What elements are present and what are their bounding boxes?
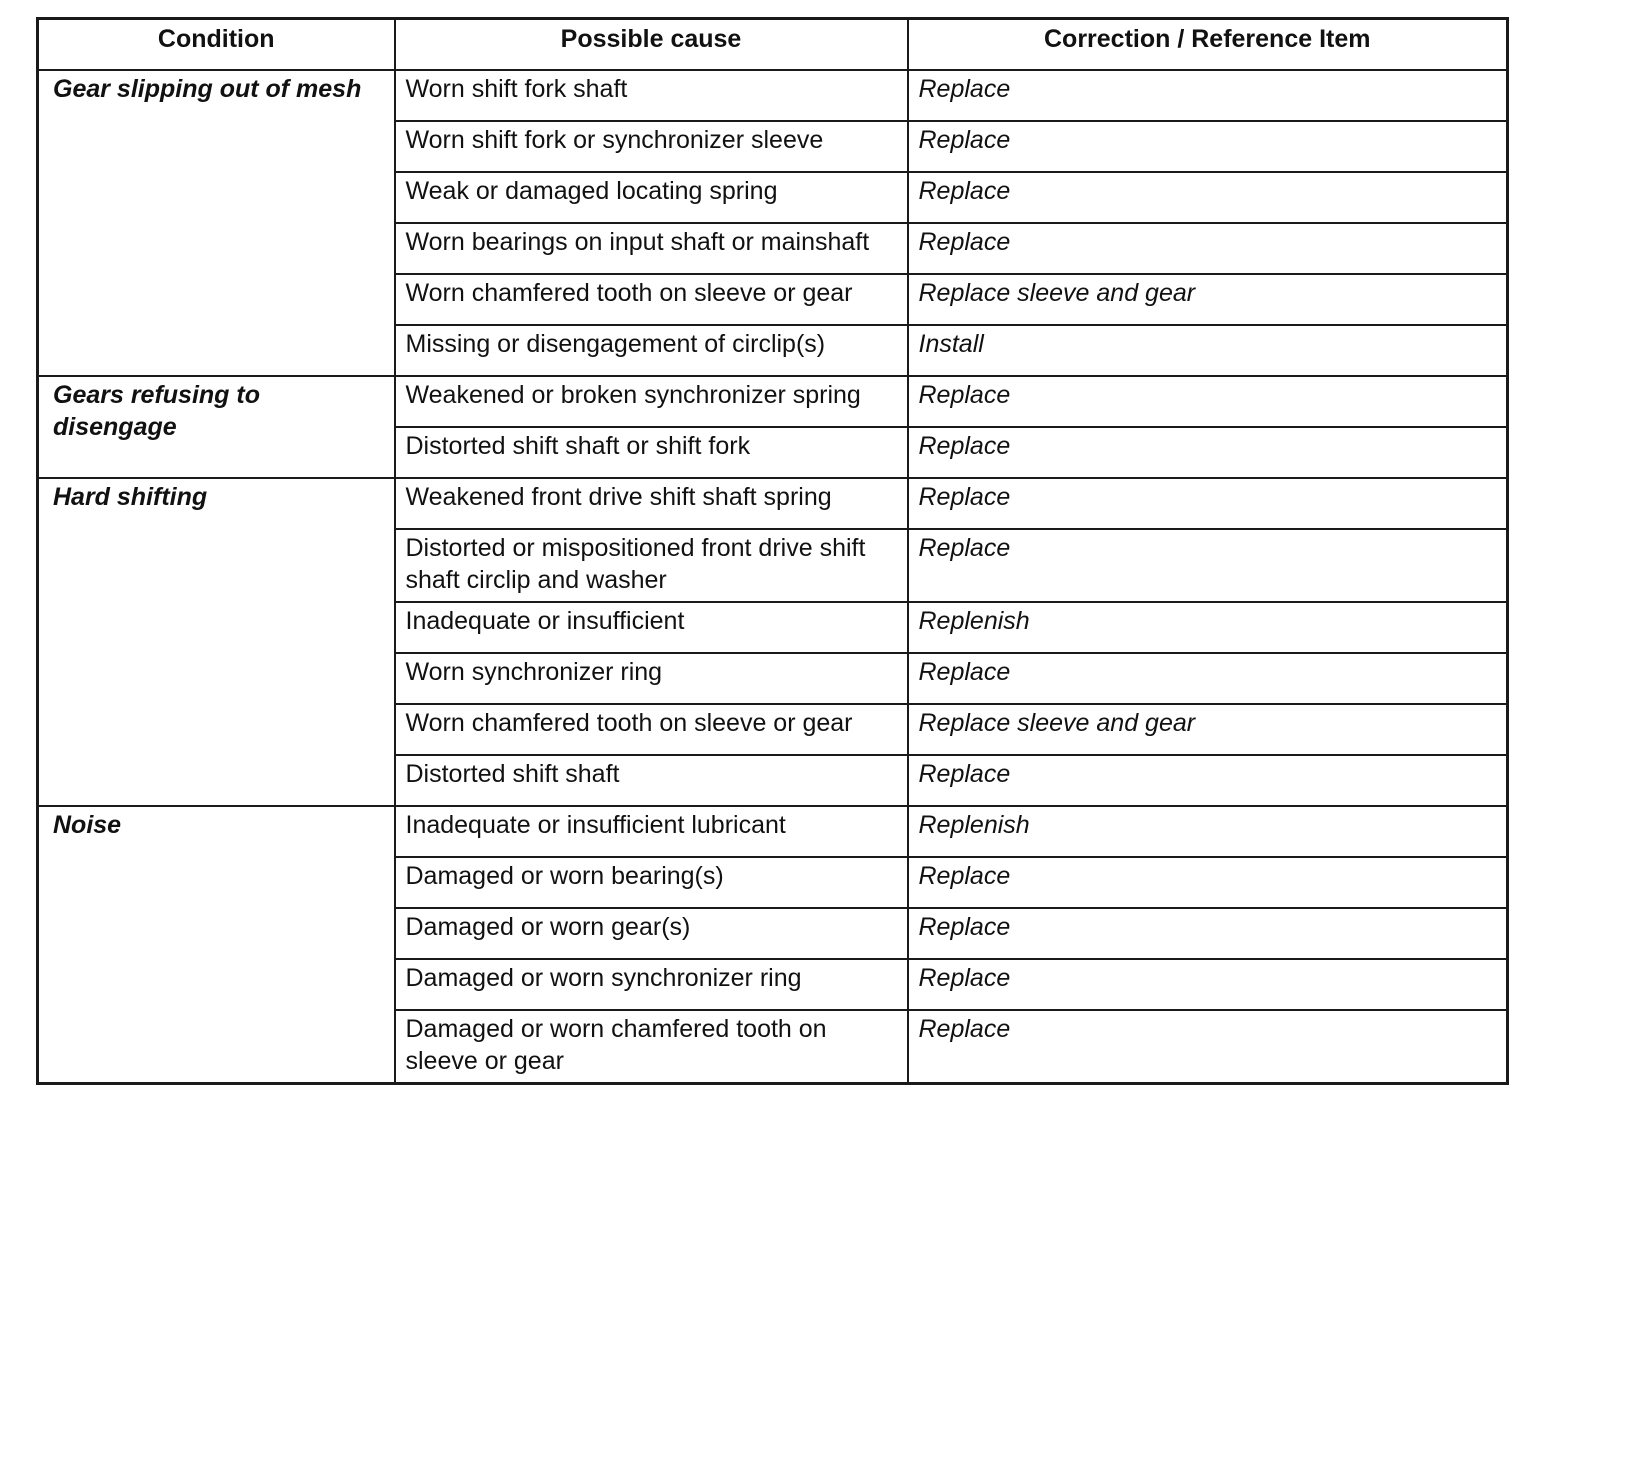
table-row (38, 478, 1508, 529)
correction-cell: Replace (908, 70, 1508, 121)
table-row (38, 70, 1508, 121)
cause-cell: Weak or damaged locating spring (395, 172, 908, 223)
correction-cell: Replace (908, 529, 1508, 602)
cause-cell: Missing or disengagement of circlip(s) (395, 325, 908, 376)
table-header-row (38, 19, 1508, 71)
correction-cell: Replace (908, 1010, 1508, 1084)
table-row (38, 376, 1508, 427)
correction-cell: Replace (908, 121, 1508, 172)
troubleshooting-table (36, 17, 1509, 1085)
header-correction: Correction / Reference Item (908, 19, 1508, 71)
condition-cell: Gears refusing to disengage (38, 376, 395, 478)
cause-cell: Worn shift fork shaft (395, 70, 908, 121)
cause-cell: Worn chamfered tooth on sleeve or gear (395, 274, 908, 325)
document-page (36, 17, 1509, 1085)
cause-cell: Damaged or worn bearing(s) (395, 857, 908, 908)
correction-cell: Replace (908, 478, 1508, 529)
condition-cell: Noise (38, 806, 395, 1084)
cause-cell: Weakened or broken synchronizer spring (395, 376, 908, 427)
header-possible-cause: Possible cause (395, 19, 908, 71)
cause-cell: Distorted or mispositioned front drive shift shaft circlip and washer (395, 529, 908, 602)
cause-cell: Damaged or worn gear(s) (395, 908, 908, 959)
cause-cell: Worn bearings on input shaft or mainshaft (395, 223, 908, 274)
correction-cell: Replace (908, 908, 1508, 959)
correction-cell: Replace (908, 653, 1508, 704)
correction-cell: Replace (908, 959, 1508, 1010)
cause-cell: Inadequate or insufficient (395, 602, 908, 653)
cause-cell: Distorted shift shaft or shift fork (395, 427, 908, 478)
cause-cell: Weakened front drive shift shaft spring (395, 478, 908, 529)
header-condition: Condition (38, 19, 395, 71)
condition-cell: Gear slipping out of mesh (38, 70, 395, 376)
cause-cell: Inadequate or insufficient lubricant (395, 806, 908, 857)
correction-cell: Replace (908, 376, 1508, 427)
cause-cell: Worn synchronizer ring (395, 653, 908, 704)
correction-cell: Replace (908, 172, 1508, 223)
condition-cell: Hard shifting (38, 478, 395, 806)
cause-cell: Worn shift fork or synchronizer sleeve (395, 121, 908, 172)
cause-cell: Damaged or worn synchronizer ring (395, 959, 908, 1010)
correction-cell: Replace sleeve and gear (908, 274, 1508, 325)
correction-cell: Replenish (908, 602, 1508, 653)
correction-cell: Replace (908, 755, 1508, 806)
correction-cell: Replenish (908, 806, 1508, 857)
cause-cell: Worn chamfered tooth on sleeve or gear (395, 704, 908, 755)
correction-cell: Replace (908, 223, 1508, 274)
correction-cell: Replace (908, 857, 1508, 908)
correction-cell: Replace (908, 427, 1508, 478)
cause-cell: Distorted shift shaft (395, 755, 908, 806)
cause-cell: Damaged or worn chamfered tooth on sleeve or gear (395, 1010, 908, 1084)
correction-cell: Install (908, 325, 1508, 376)
table-row (38, 806, 1508, 857)
correction-cell: Replace sleeve and gear (908, 704, 1508, 755)
